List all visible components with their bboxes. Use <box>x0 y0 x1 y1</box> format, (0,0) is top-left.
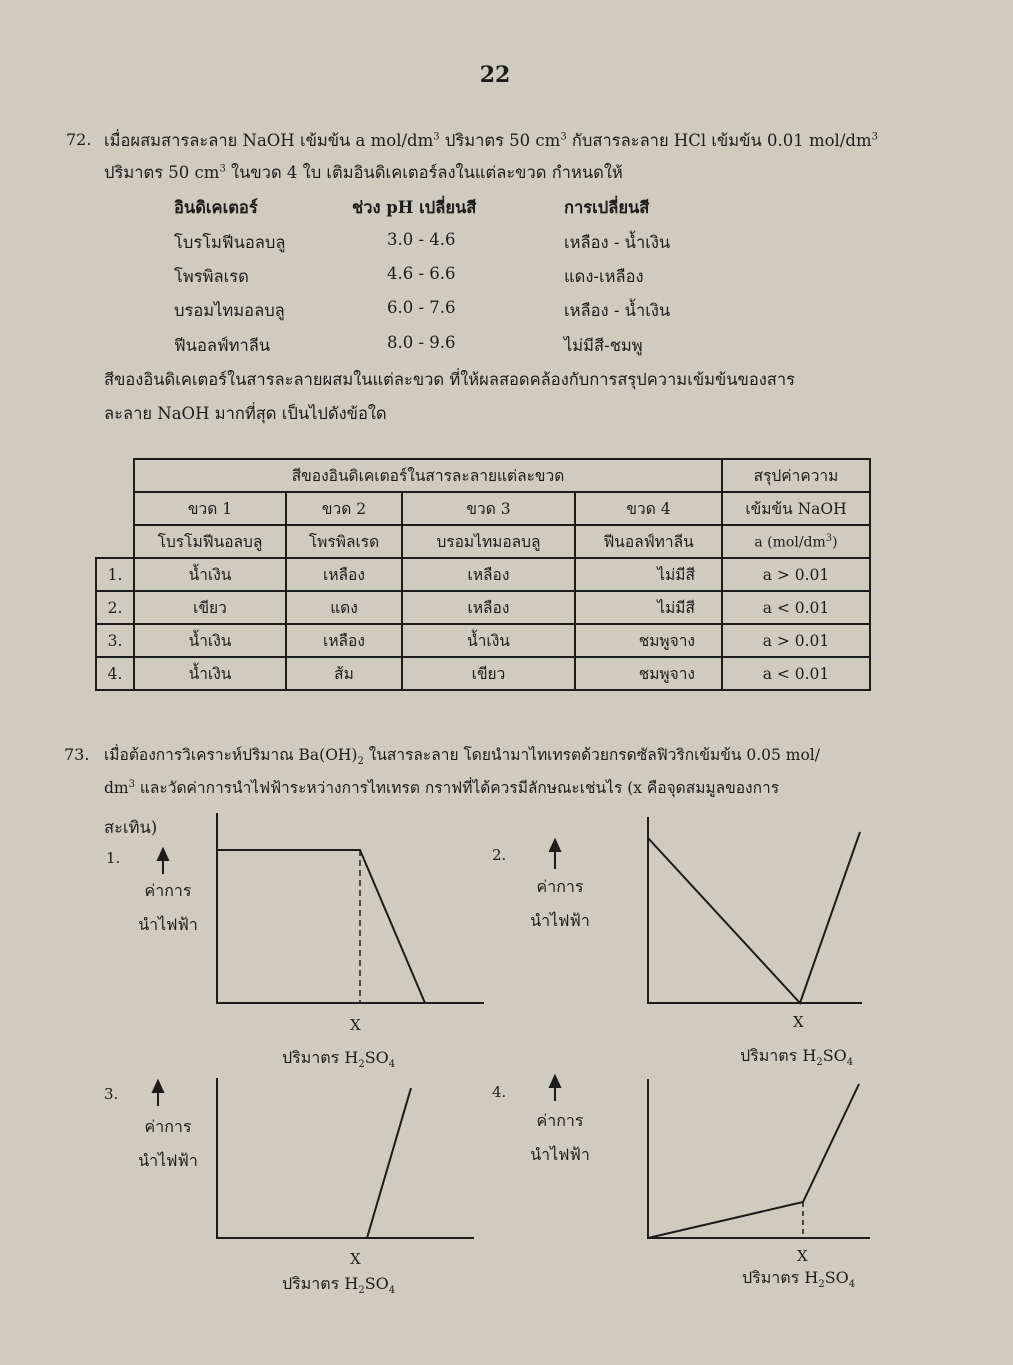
cell-bottle-1: น้ำเงิน <box>134 558 286 591</box>
graph-4-number: 4. <box>492 1083 507 1101</box>
cell-summary: a < 0.01 <box>722 657 870 690</box>
graph-3-plot[interactable] <box>217 1078 474 1238</box>
question-72-number: 72. <box>66 130 92 149</box>
indicator-header-name: อินดิเคเตอร์ <box>174 198 258 217</box>
graph-1-curve <box>217 850 425 1003</box>
cell-summary: a > 0.01 <box>722 624 870 657</box>
cell-bottle-3: เหลือง <box>402 591 575 624</box>
graph-1-number: 1. <box>106 849 121 867</box>
indicator-name: ฟีนอลฟ์ทาลีน <box>174 336 271 355</box>
graph-2-number: 2. <box>492 846 507 864</box>
cell-bottle-1: เขียว <box>134 591 286 624</box>
graph-1-y-label: ค่าการ นำไฟฟ้า <box>138 881 198 934</box>
graph-3-x-label: ปริมาตร $H_2SO_4$ <box>282 1274 396 1297</box>
cell-bottle-2: ส้ม <box>286 657 402 690</box>
graph-2-axes <box>648 817 862 1003</box>
choice-number: 2. <box>96 591 134 624</box>
graph-3-curve <box>367 1088 411 1238</box>
graph-2-x-mark: X <box>793 1013 804 1031</box>
question-72-prompt-line-1: สีของอินดิเคเตอร์ในสารละลายผสมในแต่ละขวด ที่ให้ผลสอดคล้องกับการสรุปความเข้มข้นของสาร <box>104 370 795 389</box>
table-bottle-header: ขวด 1 <box>134 492 286 525</box>
table-summary-header-2: เข้มข้น NaOH <box>722 492 870 525</box>
graph-2-arrow-icon <box>550 840 560 869</box>
graph-3-y-label: ค่าการ นำไฟฟ้า <box>138 1117 198 1170</box>
table-bottle-header: ขวด 3 <box>402 492 575 525</box>
indicator-header-range: ช่วง pH เปลี่ยนสี <box>352 198 477 217</box>
graph-3-x-mark: X <box>350 1250 361 1268</box>
graph-1-axes <box>217 813 484 1003</box>
indicator-range: 3.0 - 4.6 <box>387 230 456 249</box>
cell-bottle-3: น้ำเงิน <box>402 624 575 657</box>
indicator-name: โบรโมฟีนอลบลู <box>174 233 286 252</box>
table-bottle-header: ขวด 2 <box>286 492 402 525</box>
question-72-line-1: เมื่อผสมสารละลาย NaOH เข้มข้น a mol/$dm^3$ ปริมาตร 50 $cm^3$ กับสารละลาย HCl เข้มข้น 0.01 mol/$dm^3$ <box>104 131 878 150</box>
graph-3-axes <box>217 1078 474 1238</box>
cell-bottle-4: ชมพูจาง <box>575 657 722 690</box>
cell-summary: a < 0.01 <box>722 591 870 624</box>
table-bottle-indicator: ฟีนอลฟ์ทาลีน <box>575 525 722 558</box>
cell-bottle-1: น้ำเงิน <box>134 657 286 690</box>
indicator-change: แดง-เหลือง <box>564 267 644 286</box>
indicator-range: 6.0 - 7.6 <box>387 298 456 317</box>
graph-2-y-label: ค่าการ นำไฟฟ้า <box>530 877 590 930</box>
cell-summary: a > 0.01 <box>722 558 870 591</box>
indicator-change: เหลือง - น้ำเงิน <box>564 301 671 320</box>
indicator-name: โพรพิลเรด <box>174 267 249 286</box>
graph-1-x-label: ปริมาตร $H_2SO_4$ <box>282 1048 396 1071</box>
question-72-line-2: ปริมาตร 50 $cm^3$ ในขวด 4 ใบ เติมอินดิเคเตอร์ลงในแต่ละขวด กำหนดให้ <box>104 163 623 182</box>
indicator-range: 8.0 - 9.6 <box>387 333 456 352</box>
cell-bottle-2: เหลือง <box>286 624 402 657</box>
cell-bottle-3: เหลือง <box>402 558 575 591</box>
table-bottle-indicator: โพรพิลเรด <box>286 525 402 558</box>
graph-2-curve <box>648 832 860 1003</box>
graph-1-plot[interactable] <box>217 813 484 1003</box>
cell-bottle-4: ชมพูจาง <box>575 624 722 657</box>
table-summary-header-3: a $(mol/dm^3)$ <box>722 525 870 558</box>
indicator-header-change: การเปลี่ยนสี <box>564 198 650 217</box>
graph-4-curve <box>648 1084 859 1238</box>
cell-bottle-4: ไม่มีสี <box>575 558 722 591</box>
table-bottle-header: ขวด 4 <box>575 492 722 525</box>
page-number: 22 <box>479 62 511 88</box>
graph-2-x-label: ปริมาตร $H_2SO_4$ <box>740 1046 854 1069</box>
graph-2-plot[interactable] <box>648 817 862 1003</box>
question-72-prompt-line-2: ละลาย NaOH มากที่สุด เป็นไปดังข้อใด <box>104 404 387 423</box>
graph-4-axes <box>648 1079 870 1238</box>
graph-3-arrow-icon <box>153 1081 163 1106</box>
table-summary-header-1: สรุปค่าความ <box>722 459 870 492</box>
graph-1-arrow-icon <box>158 849 168 874</box>
indicator-name: บรอมไทมอลบลู <box>174 301 285 320</box>
cell-bottle-3: เขียว <box>402 657 575 690</box>
graph-3-number: 3. <box>104 1085 119 1103</box>
cell-bottle-1: น้ำเงิน <box>134 624 286 657</box>
question-73-line-2: $dm^3$ และวัดค่าการนำไฟฟ้าระหว่างการไทเทรต กราฟที่ได้ควรมีลักษณะเช่นไร (x คือจุดสมมูลของการ <box>104 778 780 797</box>
graph-4-plot[interactable] <box>648 1079 870 1238</box>
indicator-range: 4.6 - 6.6 <box>387 264 456 283</box>
graph-4-x-mark: X <box>797 1247 808 1265</box>
question-73-number: 73. <box>64 745 90 764</box>
graph-4-arrow-icon <box>550 1076 560 1101</box>
indicator-change: เหลือง - น้ำเงิน <box>564 233 671 252</box>
question-73-line-3: สะเทิน) <box>104 818 158 837</box>
graph-1-x-mark: X <box>350 1016 361 1034</box>
cell-bottle-2: แดง <box>286 591 402 624</box>
graph-4-y-label: ค่าการ นำไฟฟ้า <box>530 1111 590 1164</box>
cell-bottle-4: ไม่มีสี <box>575 591 722 624</box>
cell-bottle-2: เหลือง <box>286 558 402 591</box>
table-bottle-indicator: โบรโมฟีนอลบลู <box>134 525 286 558</box>
graph-4-x-label: ปริมาตร $H_2SO_4$ <box>742 1268 856 1291</box>
table-group-header: สีของอินดิเคเตอร์ในสารละลายแต่ละขวด <box>134 459 722 492</box>
table-bottle-indicator: บรอมไทมอลบลู <box>402 525 575 558</box>
indicator-change: ไม่มีสี-ชมพู <box>564 336 643 355</box>
choice-number: 1. <box>96 558 134 591</box>
question-73-line-1: เมื่อต้องการวิเคราะห์ปริมาณ $Ba(OH)_2$ ในสารละลาย โดยนำมาไทเทรตด้วยกรดซัลฟิวริกเข้มข้น 0.05 mol/ <box>104 746 820 768</box>
choice-number: 4. <box>96 657 134 690</box>
choice-number: 3. <box>96 624 134 657</box>
